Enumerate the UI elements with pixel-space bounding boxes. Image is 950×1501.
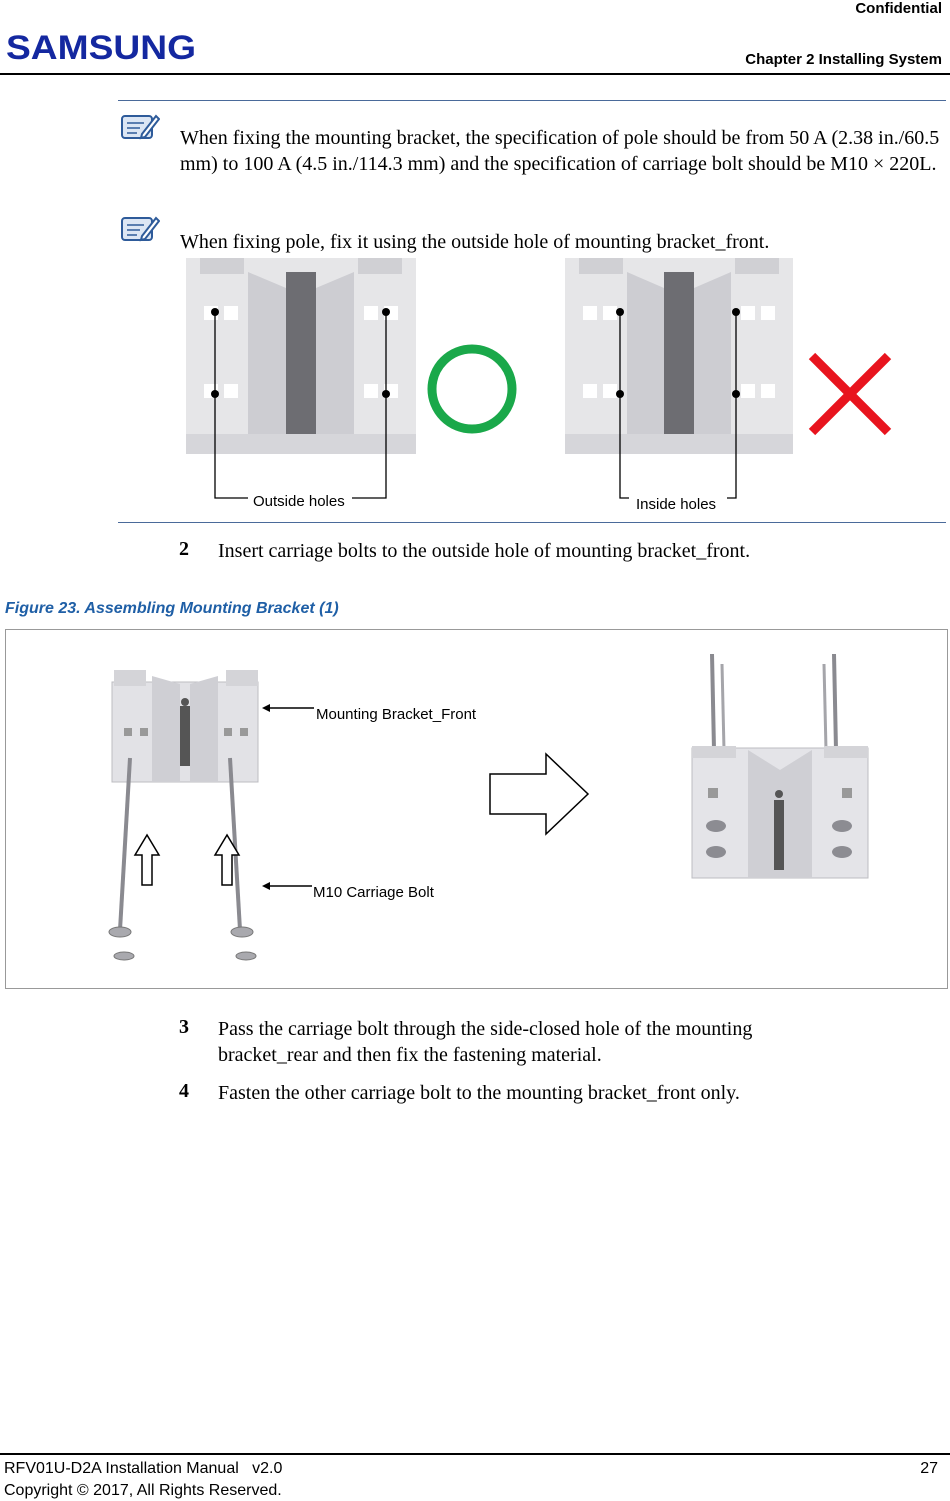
chapter-title: Chapter 2 Installing System <box>745 51 942 68</box>
footer-rule <box>0 1453 950 1455</box>
step-number: 4 <box>179 1080 189 1102</box>
step-text: Pass the carriage bolt through the side-closed hole of the mounting bracket_rear and then fix the fastening material. <box>218 1018 753 1066</box>
page-number: 27 <box>920 1460 938 1477</box>
brand-wordmark: SAMSUNG <box>6 30 196 64</box>
bracket-with-bolts-before-image <box>100 640 280 970</box>
samsung-logo <box>6 30 201 64</box>
note-text-pole-spec: When fixing the mounting bracket, the specification of pole should be from 50 A (2.38 in./60.5 mm) to 100 A (4.5 in./114.3 mm) and the specification of carriage bolt should be M10 × 220L. <box>180 127 940 175</box>
callout-arrow-icon <box>262 700 314 716</box>
mounting-bracket-front-label: Mounting Bracket_Front <box>316 706 477 723</box>
carriage-bolt-label: M10 Carriage Bolt <box>313 884 434 901</box>
step-text: Insert carriage bolts to the outside hole of mounting bracket_front. <box>218 540 751 562</box>
inside-holes-label: Inside holes <box>636 496 717 513</box>
correct-circle-icon <box>425 342 519 436</box>
note-text-outside-hole: When fixing pole, fix it using the outside hole of mounting bracket_front. <box>180 231 770 253</box>
outside-holes-label: Outside holes <box>253 493 345 510</box>
note-top-rule <box>118 100 946 101</box>
note-pencil-icon <box>120 212 160 244</box>
right-arrow-icon <box>488 752 592 836</box>
callout-arrow-icon <box>262 878 312 894</box>
header-rule <box>0 73 950 75</box>
bracket-with-bolts-after-image <box>688 650 872 882</box>
step-number: 2 <box>179 538 189 560</box>
figure-caption: Figure 23. Assembling Mounting Bracket (1) <box>5 600 339 617</box>
note-pencil-icon <box>120 110 160 142</box>
step-text: Fasten the other carriage bolt to the mounting bracket_front only. <box>218 1082 740 1104</box>
step-number: 3 <box>179 1016 189 1038</box>
note-bottom-rule <box>118 522 946 523</box>
copyright: Copyright © 2017, All Rights Reserved. <box>4 1482 282 1499</box>
manual-title: RFV01U-D2A Installation Manual v2.0 <box>4 1460 283 1477</box>
confidential-label: Confidential <box>855 0 942 17</box>
incorrect-cross-icon <box>806 350 894 438</box>
